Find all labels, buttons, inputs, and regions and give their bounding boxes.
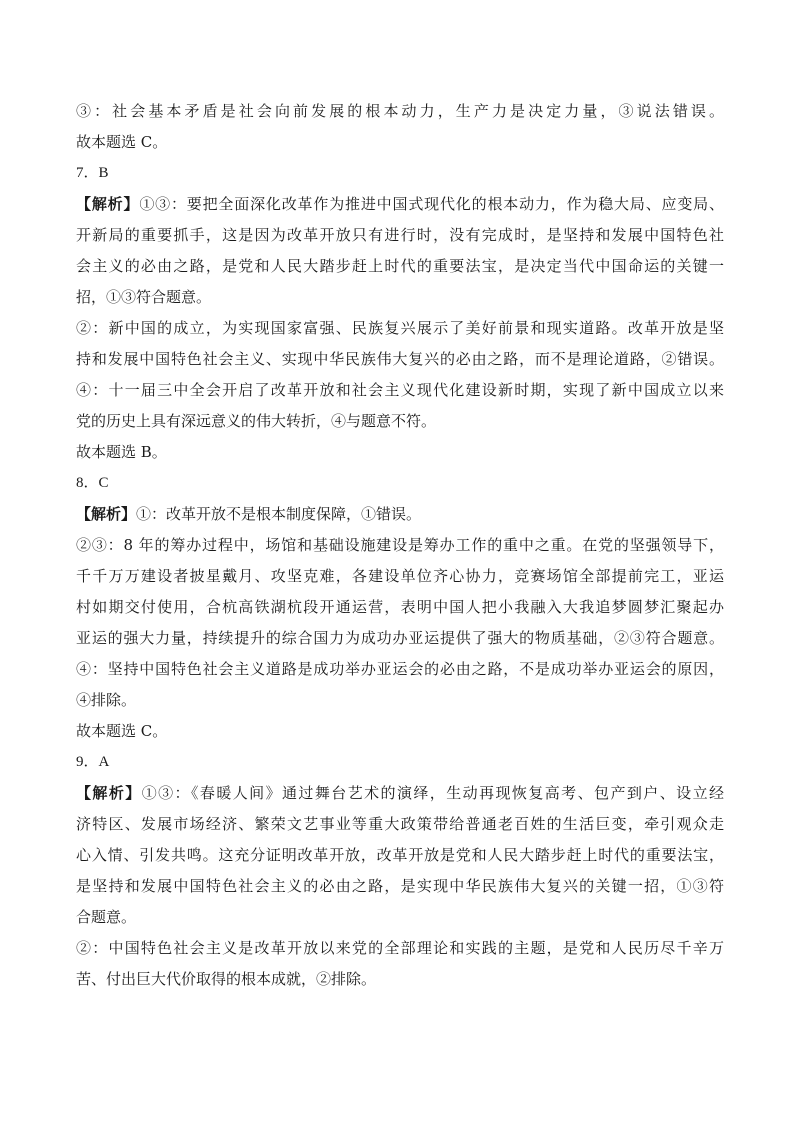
text-line: 党的历史上具有深远意义的伟大转折，④与题意不符。 <box>76 412 437 430</box>
analysis-line <box>76 778 724 809</box>
answer-line-q8: 8．C <box>76 475 109 491</box>
text-line: ②：中国特色社会主义是改革开放以来党的全部理论和实践的主题，是党和人民历尽千辛万 <box>76 939 724 957</box>
text-line: ④：十一届三中全会开启了改革开放和社会主义现代化建设新时期，实现了新中国成立以来 <box>76 381 724 399</box>
text-line: 合题意。 <box>76 908 137 926</box>
text-line: ④排除。 <box>76 691 137 709</box>
text-line: ①③：《春暖人间》通过舞台艺术的演绎，生动再现恢复高考、包产到户、设立经 <box>141 784 724 802</box>
analysis-tag: 【解析】 <box>76 784 142 802</box>
text-line: ③：社会基本矛盾是社会向前发展的根本动力，生产力是决定力量，③说法错误。 <box>76 102 724 120</box>
text-line: 招，①③符合题意。 <box>76 288 212 306</box>
answer-line-q7: 7．B <box>76 165 109 181</box>
text-line: 是坚持和发展中国特色社会主义的必由之路，是实现中华民族伟大复兴的关键一招，①③符 <box>76 877 724 895</box>
text-line: ①：改革开放不是根本制度保障，①错误。 <box>136 505 422 523</box>
analysis-tag: 【解析】 <box>76 195 140 213</box>
text-line: ①③：要把全面深化改革作为推进中国式现代化的根本动力，作为稳大局、应变局、 <box>139 195 724 213</box>
text-line: ②③：8 年的筹办过程中，场馆和基础设施建设是筹办工作的重中之重。在党的坚强领导下， <box>76 536 724 554</box>
text-line: 会主义的必由之路，是党和人民大踏步赶上时代的重要法宝，是决定当代中国命运的关键一 <box>76 257 724 275</box>
conclusion-line: 故本题选 C。 <box>76 133 168 151</box>
text-line: ②：新中国的成立，为实现国家富强、民族复兴展示了美好前景和现实道路。改革开放是坚 <box>76 319 724 337</box>
text-line: 持和发展中国特色社会主义、实现中华民族伟大复兴的必由之路，而不是理论道路，②错误。 <box>76 350 724 368</box>
conclusion-line: 故本题选 B。 <box>76 443 167 461</box>
conclusion-line: 故本题选 C。 <box>76 722 168 740</box>
text-line: 心入情、引发共鸣。这充分证明改革开放，改革开放是党和人民大踏步赶上时代的重要法宝， <box>76 846 724 864</box>
text-line: 济特区、发展市场经济、繁荣文艺事业等重大政策带给普通老百姓的生活巨变，牵引观众走 <box>76 815 724 833</box>
analysis-line <box>76 499 724 530</box>
text-line: 千千万万建设者披星戴月、攻坚克难，各建设单位齐心协力，竞赛场馆全部提前完工，亚运 <box>76 567 724 585</box>
analysis-tag: 【解析】 <box>76 505 137 523</box>
text-line: ④：坚持中国特色社会主义道路是成功举办亚运会的必由之路，不是成功举办亚运会的原因， <box>76 660 724 678</box>
text-line: 村如期交付使用，合杭高铁湖杭段开通运营，表明中国人把小我融入大我追梦圆梦汇聚起办 <box>76 598 724 616</box>
answer-line-q9: 9．A <box>76 754 110 770</box>
text-line: 亚运的强大力量，持续提升的综合国力为成功办亚运提供了强大的物质基础，②③符合题意。 <box>76 629 724 647</box>
analysis-line <box>76 189 724 220</box>
document-body <box>76 96 724 995</box>
text-line: 苦、付出巨大代价取得的根本成就，②排除。 <box>76 970 377 988</box>
text-line: 开新局的重要抓手，这是因为改革开放只有进行时，没有完成时，是坚持和发展中国特色社 <box>76 226 724 244</box>
